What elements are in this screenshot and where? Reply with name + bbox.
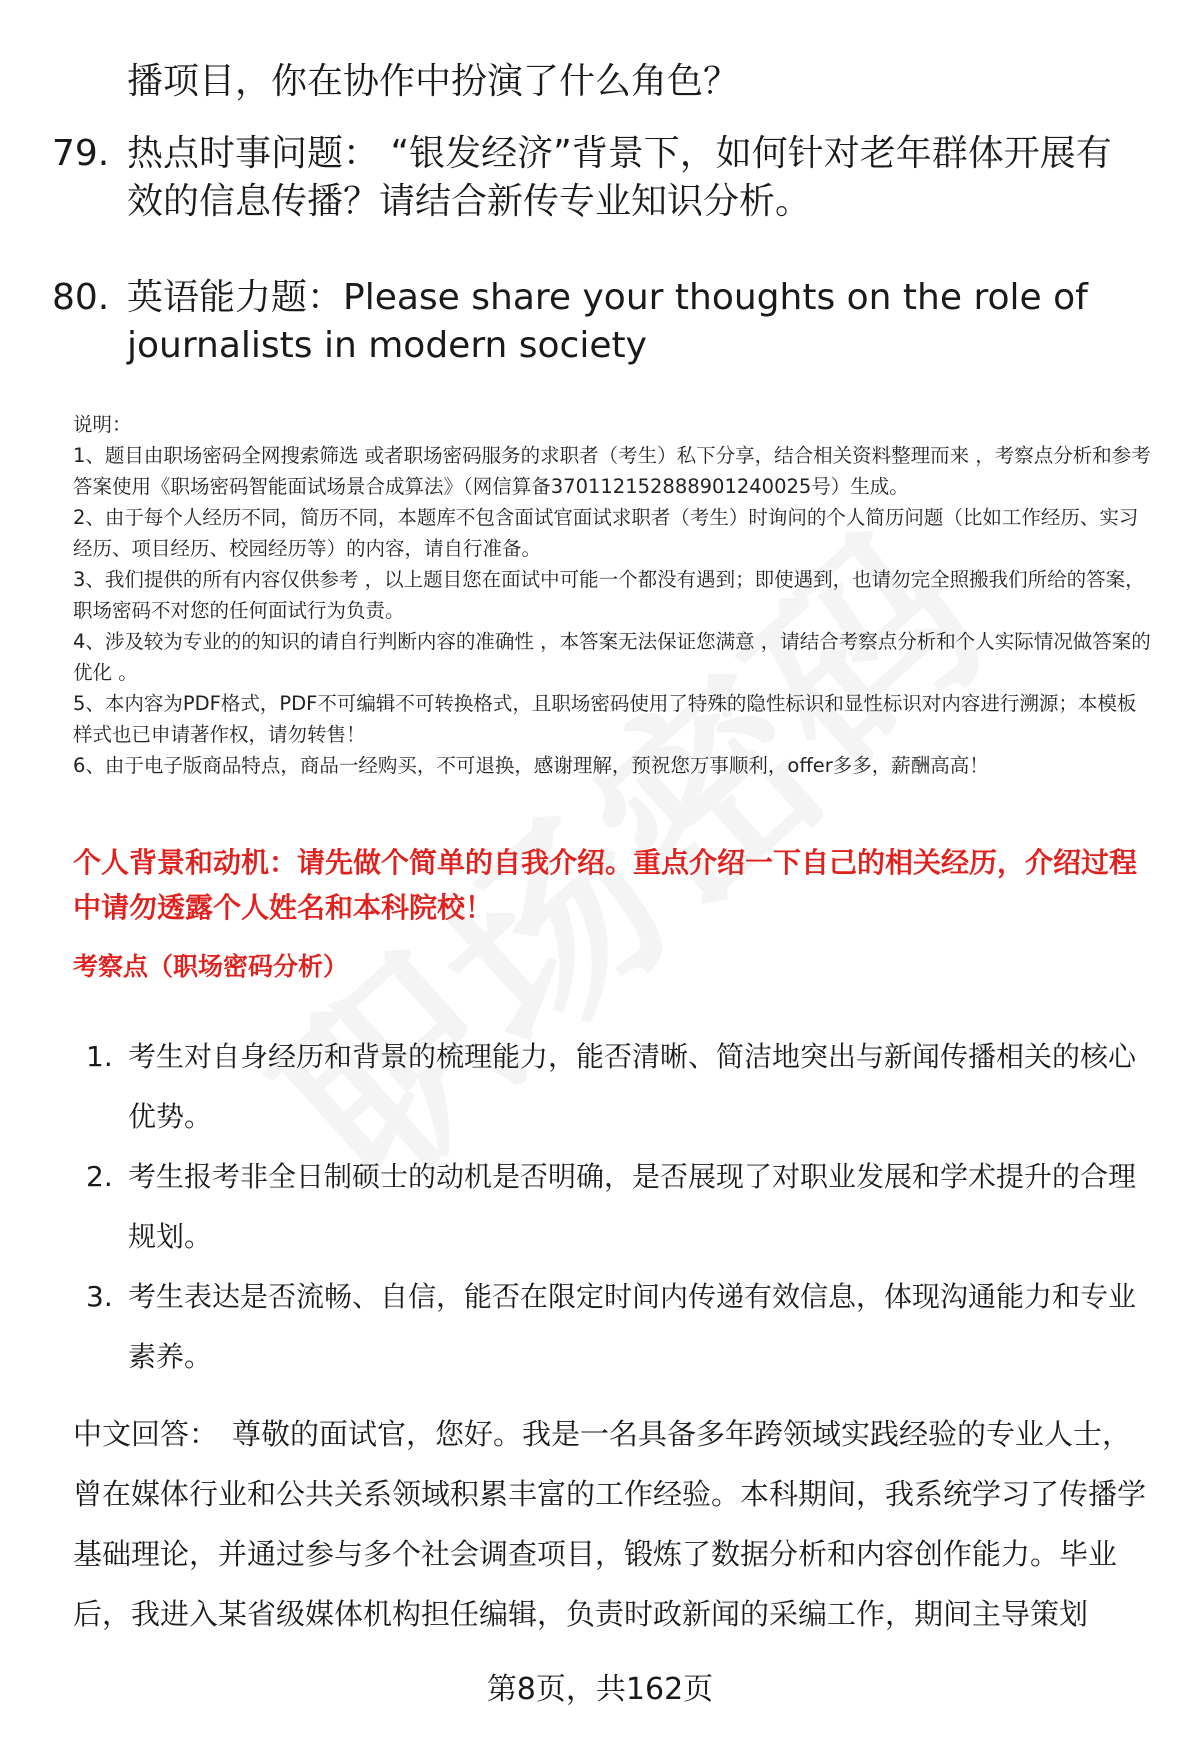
focus-item-text: 考生表达是否流畅、自信，能否在限定时间内传递有效信息，体现沟通能力和专业素养。 <box>128 1280 1137 1373</box>
answer-paragraph <box>73 1404 1153 1644</box>
question-number: 80. <box>52 277 110 318</box>
note-item: 4、涉及较为专业的的知识的请自行判断内容的准确性 ，本答案无法保证您满意 ，请结合考察点分析和个人实际情况做答案的优化 。 <box>73 630 1151 684</box>
note-item: 2、由于每个人经历不同，简历不同，本题库不包含面试官面试求职者（考生）时询问的个人简历问题（比如工作经历、实习经历、项目经历、校园经历等）的内容，请自行准备。 <box>73 506 1139 560</box>
answer-label: 中文回答： <box>73 1417 219 1451</box>
focus-list <box>73 1027 1153 1387</box>
focus-item-text: 考生对自身经历和背景的梳理能力，能否清晰、简洁地突出与新闻传播相关的核心优势。 <box>128 1040 1137 1133</box>
note-item: 3、我们提供的所有内容仅供参考 ，以上题目您在面试中可能一个都没有遇到；即使遇到，也请勿完全照搬我们所给的答案，职场密码不对您的任何面试行为负责。 <box>73 568 1145 622</box>
page-footer: 第8页，共162页 <box>486 1672 714 1707</box>
question-number: 79. <box>52 133 110 174</box>
focus-item-number: 1. <box>86 1040 113 1073</box>
notes-title: 说明： <box>73 413 132 436</box>
answer-text: 尊敬的面试官，您好。我是一名具备多年跨领域实践经验的专业人士，曾在媒体行业和公共关系领域积累丰富的工作经验。本科期间，我系统学习了传播学基础理论，并通过参与多个社会调查项目，锻炼了数据分析和内容创作能力。毕业后，我进入某省级媒体机构担任编辑，负责时政新闻的采编工作，期间主导策划 <box>73 1417 1147 1631</box>
notes-block <box>73 409 1153 781</box>
focus-item <box>73 1147 1153 1267</box>
focus-item <box>73 1027 1153 1147</box>
focus-item-number: 2. <box>86 1160 113 1193</box>
focus-item-number: 3. <box>86 1280 113 1313</box>
focus-item-text: 考生报考非全日制硕士的动机是否明确，是否展现了对职业发展和学术提升的合理规划。 <box>128 1160 1137 1253</box>
focus-title: 考察点（职场密码分析） <box>73 952 349 981</box>
question-continuation: 播项目，你在协作中扮演了什么角色？ <box>127 61 740 102</box>
section-heading: 个人背景和动机：请先做个简单的自我介绍。重点介绍一下自己的相关经历，介绍过程中请勿透露个人姓名和本科院校！ <box>73 846 1138 924</box>
note-item: 1、题目由职场密码全网搜索筛选 或者职场密码服务的求职者（考生）私下分享，结合相关资料整理而来 ，考察点分析和参考答案使用《职场密码智能面试场景合成算法》（网信算备370112152888901240025号）生成。 <box>73 444 1151 498</box>
note-item: 5、本内容为PDF格式，PDF不可编辑不可转换格式，且职场密码使用了特殊的隐性标识和显性标识对内容进行溯源；本模板样式也已申请著作权，请勿转售！ <box>73 692 1137 746</box>
question-text: 英语能力题：Please share your thoughts on the role of journalists in modern society <box>127 277 1088 366</box>
question-text: 热点时事问题： “银发经济”背景下，如何针对老年群体开展有效的信息传播？请结合新传专业知识分析。 <box>127 133 1112 222</box>
focus-item <box>73 1267 1153 1387</box>
note-item: 6、由于电子版商品特点，商品一经购买，不可退换，感谢理解，预祝您万事顺利，offer多多，薪酬高高！ <box>73 754 989 777</box>
